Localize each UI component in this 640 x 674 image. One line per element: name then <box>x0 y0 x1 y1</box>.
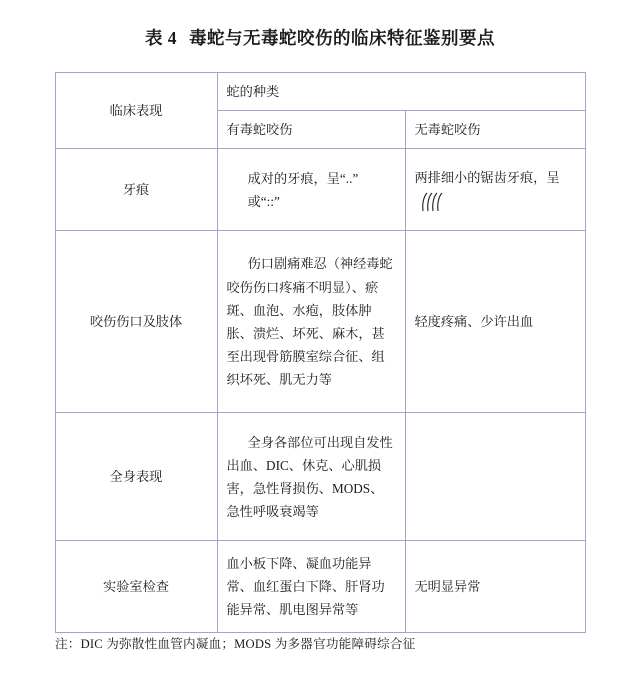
clinical-features-table <box>55 72 586 633</box>
cell-fang-marks-nonvenomous <box>405 149 585 231</box>
cell-lab-test-nonvenomous: 无明显异常 <box>405 541 585 633</box>
row-label-wound-limb: 咬伤伤口及肢体 <box>55 231 217 413</box>
row-label-systemic: 全身表现 <box>55 413 217 541</box>
cell-wound-limb-nonvenomous: 轻度疼痛、少许出血 <box>405 231 585 413</box>
cell-systemic-venomous: 全身各部位可出现自发性出血、DIC、休克、心肌损害，急性肾损伤、MODS、急性呼吸衰竭等 <box>217 413 405 541</box>
header-venomous: 有毒蛇咬伤 <box>217 111 405 149</box>
cell-wound-limb-venomous: 伤口剧痛难忍（神经毒蛇咬伤伤口疼痛不明显）、瘀斑、血泡、水疱，肢体肿胀、溃烂、坏死、麻木，甚至出现骨筋膜室综合征、组织坏死、肌无力等 <box>217 231 405 413</box>
fang-marks-venomous-line1: 成对的牙痕，呈“..” <box>247 170 359 186</box>
header-snake-kind: 蛇的种类 <box>217 73 585 111</box>
table-row <box>55 231 585 413</box>
table-title-text: 毒蛇与无毒蛇咬伤的临床特征鉴别要点 <box>189 28 496 48</box>
table-row <box>55 413 585 541</box>
table-row <box>55 73 585 111</box>
row-label-fang-marks: 牙痕 <box>55 149 217 231</box>
table-footnote: 注：DIC 为弥散性血管内凝血；MODS 为多器官功能障碍综合征 <box>55 637 416 651</box>
cell-systemic-nonvenomous <box>405 413 585 541</box>
cell-lab-test-venomous: 血小板下降、凝血功能异常、血红蛋白下降、肝肾功能异常、肌电图异常等 <box>217 541 405 633</box>
row-label-lab-test: 实验室检查 <box>55 541 217 633</box>
table-row <box>55 149 585 231</box>
table-row <box>55 541 585 633</box>
header-clinical-manifestation: 临床表现 <box>55 73 217 149</box>
cell-fang-marks-venomous <box>217 149 405 231</box>
saw-tooth-fang-icon <box>417 191 447 213</box>
fang-marks-nonvenomous-text: 两排细小的锯齿牙痕，呈 <box>414 170 560 186</box>
page-title <box>0 0 640 50</box>
table-number: 表 4 <box>144 28 178 48</box>
header-nonvenomous: 无毒蛇咬伤 <box>405 111 585 149</box>
fang-marks-venomous-line2: 或“::” <box>247 193 280 209</box>
